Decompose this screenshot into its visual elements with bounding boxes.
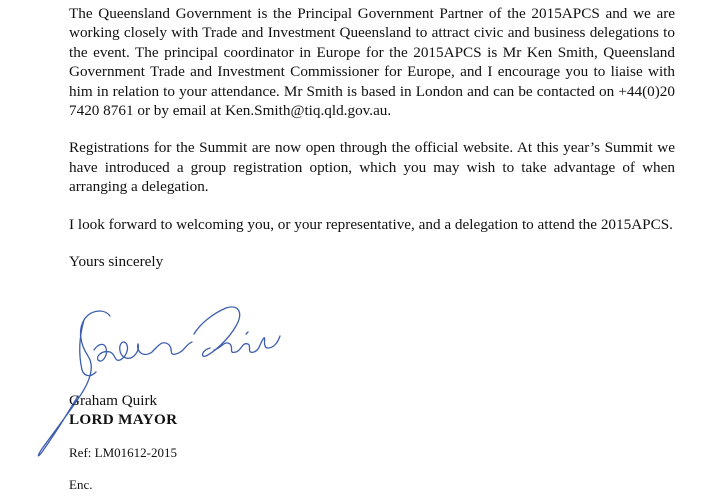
paragraph-partner: The Queensland Government is the Principal Government Partner of the 2015APCS and we are working closely with Trade and Investment Queensland to attract civic and business delegations to the event. The principal coordinator in Europe for the 2015APCS is Mr Ken Smith, Queensland Government Trade and Investment Commissioner for Europe, and I encourage you to liaise with him in relation to your attendance. Mr Smith is based in London and can be contacted on +44(0)20 7420 8761 or by email at Ken.Smith@tiq.qld.gov.au. — [69, 5, 675, 120]
signer-name: Graham Quirk — [69, 392, 158, 409]
letter-body — [69, 4, 675, 271]
enclosure-note: Enc. — [69, 477, 93, 492]
paragraph-welcome: I look forward to welcoming you, or your representative, and a delegation to attend the 2015APCS. — [69, 215, 673, 233]
handwritten-signature — [18, 286, 288, 466]
closing-salutation: Yours sincerely — [69, 253, 164, 271]
paragraph-registrations: Registrations for the Summit are now open through the official website. At this year’s Summit we have introduced a group registration option, which you may wish to take advantage of when arranging a delegation. — [69, 139, 675, 196]
signer-title: LORD MAYOR — [69, 411, 178, 428]
reference-number: Ref: LM01612-2015 — [69, 445, 177, 460]
